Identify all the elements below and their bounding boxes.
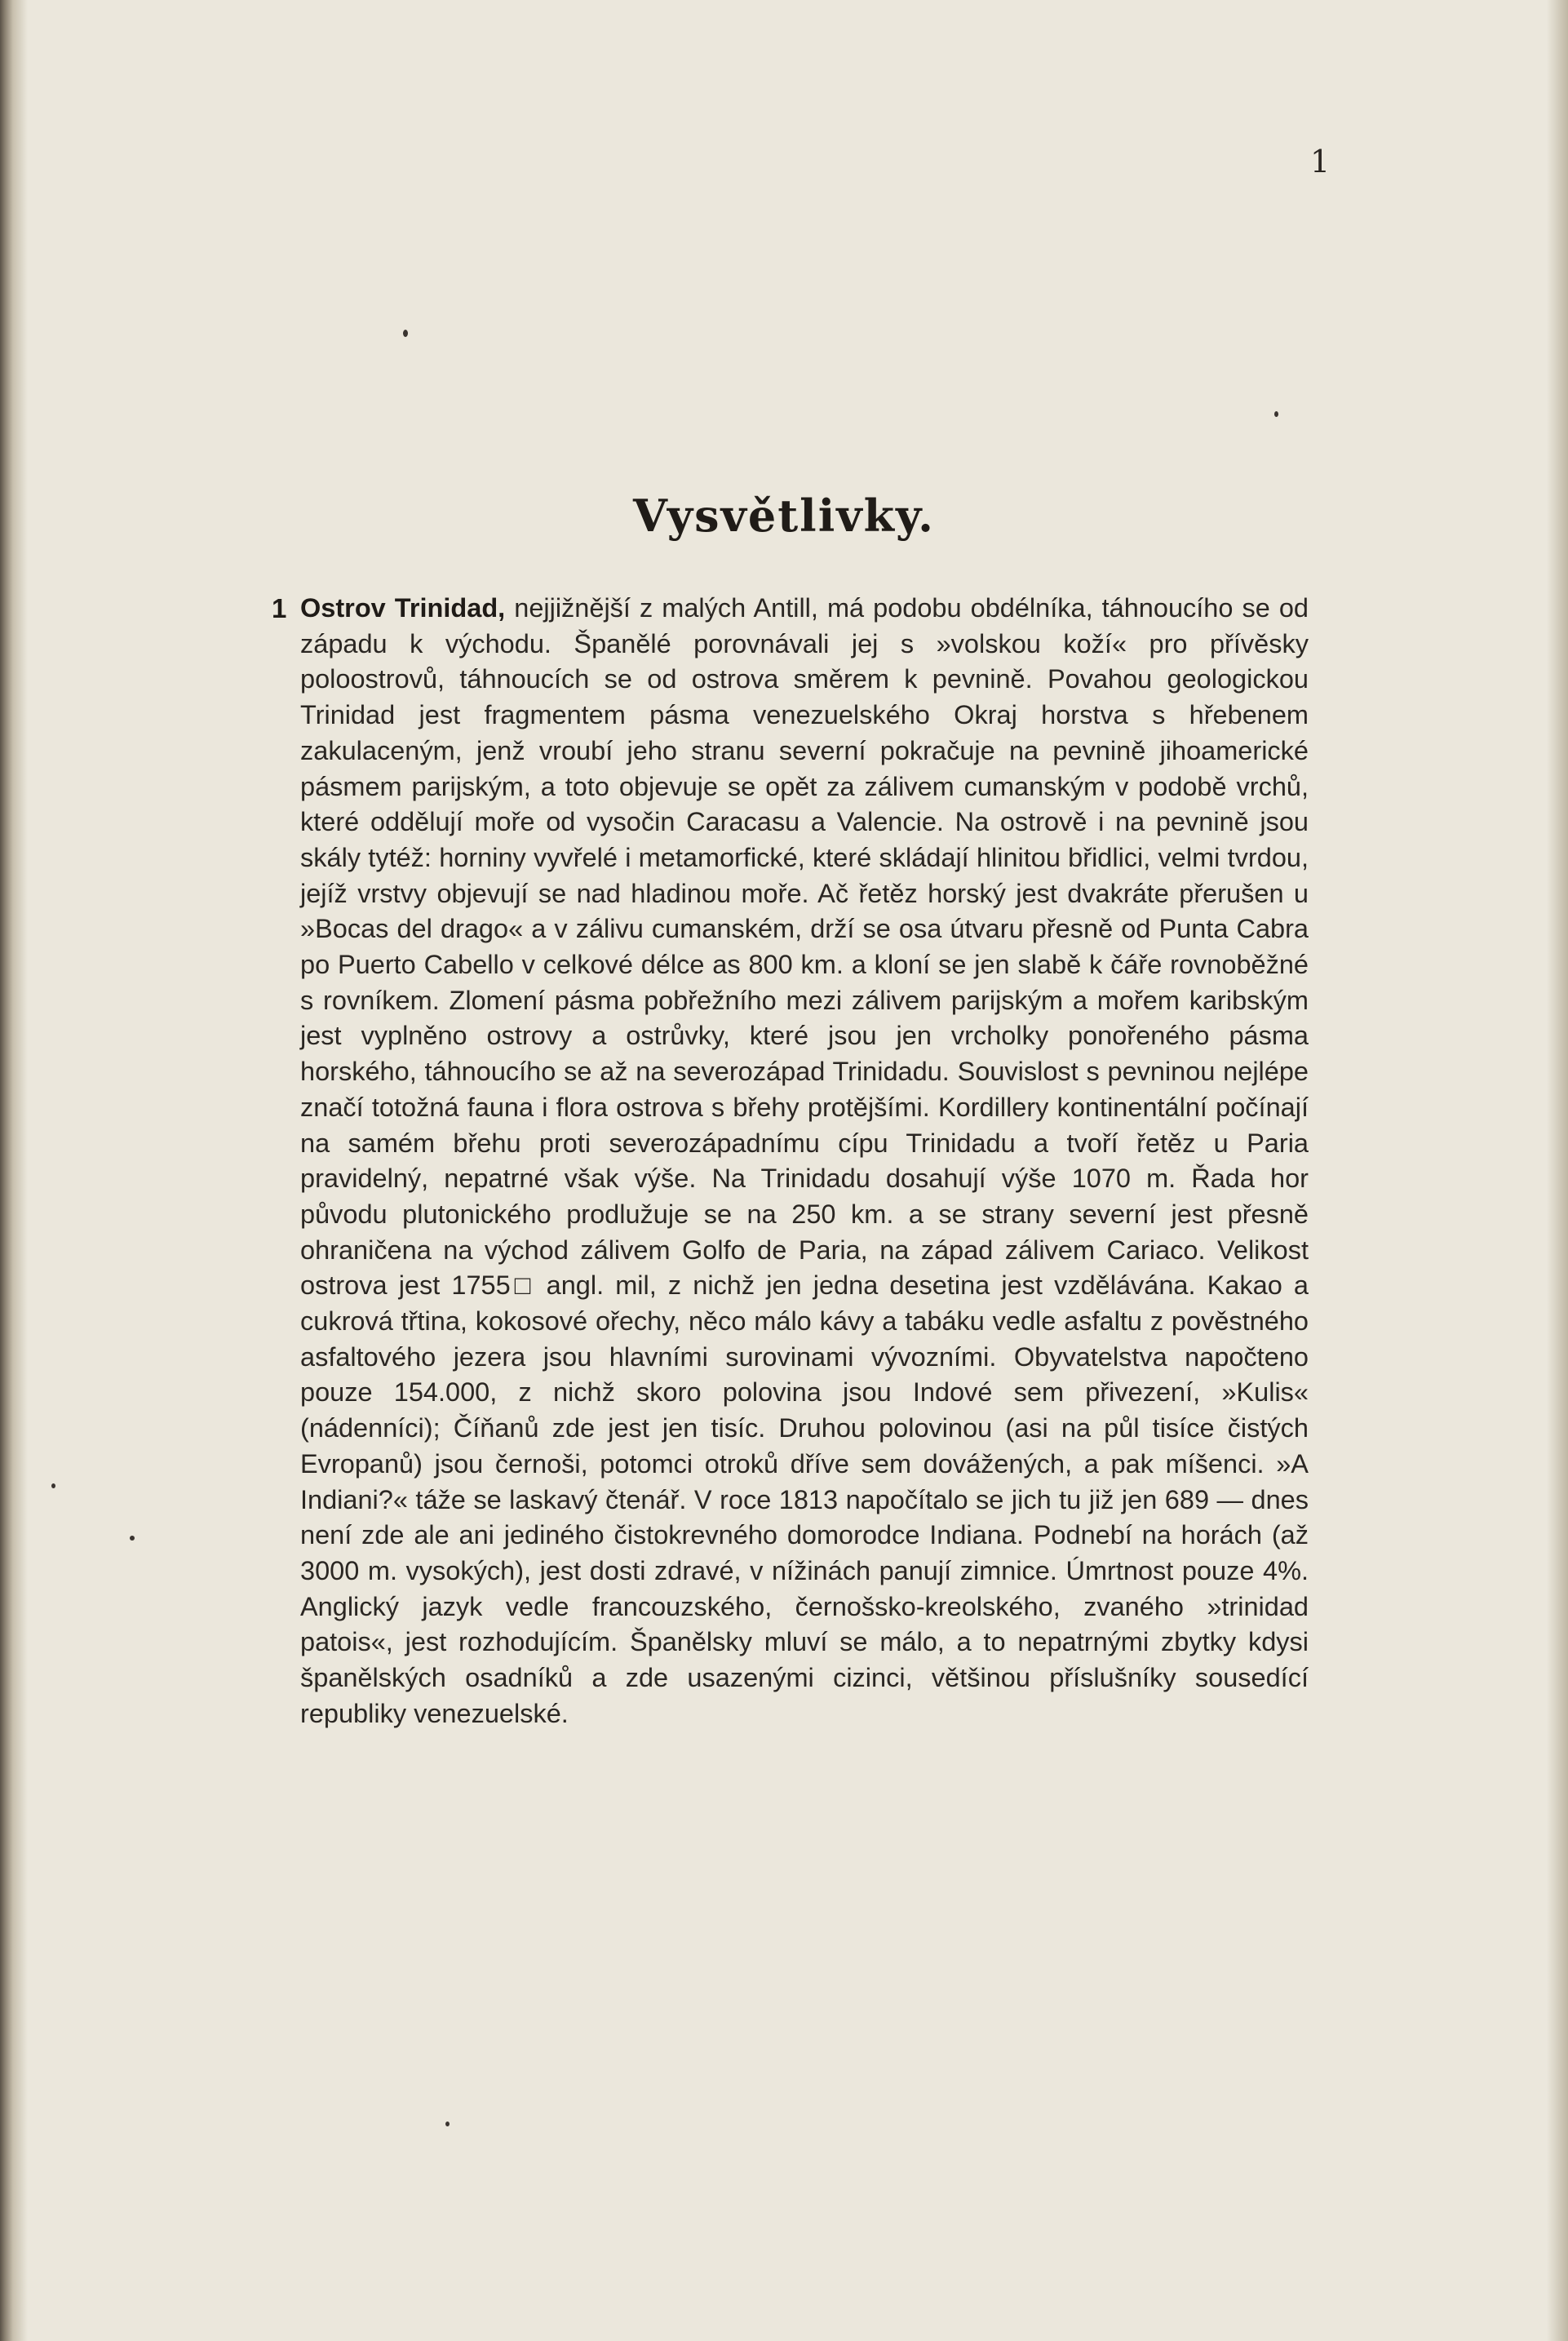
paper-speck-dot — [403, 330, 408, 337]
paper-speck-dot — [130, 1536, 135, 1541]
paper-speck-dot — [1274, 411, 1278, 417]
page-number: 1 — [1310, 144, 1331, 180]
note-number: 1 — [272, 593, 287, 623]
page-edge-shadow — [1547, 0, 1568, 2341]
note-text: nejjižnější z malých Antill, má podobu obdélníka, táhnoucího se od západu k východu. Španělé porovnávali jej s »volskou koží« pro přívěsky poloostrovů, táhnoucích se od ostrova směrem k pevnině. Povahou geologickou Trinidad jest fragmentem pásma venezuelského Okraj horstva s hřebenem zakulaceným, jenž vroubí jeho stranu severní pokračuje na pevnině jihoamerické pásmem parijským, a toto objevuje se opět za zálivem cumanským v podobě vrchů, které oddělují moře od vysočin Caracasu a Valencie. Na ostrově i na pevnině jsou skály tytéž: horniny vyvřelé i metamorfické, které skládají hlinitou břidlici, velmi tvrdou, jejíž vrstvy objevují se nad hladinou moře. Ač řetěz horský jest dvakráte přerušen u »Bocas del drago« a v zálivu cumanském, drží se osa útvaru přesně od Punta Cabra po Puerto Cabello v celkové délce as 800 km. a kloní se jen slabě k čáře rovnoběžné s rovníkem. Zlomení pásma pobřežního mezi zálivem parijským a mořem karibským jest vyplněno ostrovy a ostrůvky, které jsou jen vrcholky ponořeného pásma horského, táhnoucího se až na severozápad Trinidadu. Souvislost s pevninou nejlépe značí totožná fauna i flora ostrova s břehy protějšími. Kordillery kontinentální počínají na samém břehu proti severozápadnímu cípu Trinidadu a tvoří řetěz u Paria pravidelný, nepatrné však výše. Na Trinidadu dosahují výše 1070 m. Řada hor původu plutonického prodlužuje se na 250 km. a se strany severní jest přesně ohraničena na východ zálivem Golfo de Paria, na západ zálivem Cariaco. Velikost ostrova jest 1755□ angl. mil, z nichž jen jedna desetina jest vzdělávána. Kakao a cukrová třtina, kokosové ořechy, něco málo kávy a tabáku vedle asfaltu z pověstného asfaltového jezera jsou hlavními surovinami vývozními. Obyvatelstva napočteno pouze 154.000, z nichž skoro polovina jsou Indové sem přivezení, »Kulis« (nádenníci); Číňanů zde jest jen tisíc. Druhou polovinou (asi na půl tisíce čistých Evropanů) jsou černoši, potomci otroků dříve sem dovážených, a pak míšenci. »A Indiani?« táže se laskavý čtenář. V roce 1813 napočítalo se jich tu již jen 689 — dnes není zde ale ani jediného čistokrevného domorodce Indiana. Podnebí na horách (až 3000 m. vysokých), jest dosti zdravé, v nížinách panují zimnice. Úmrtnost pouze 4%. Anglický jazyk vedle francouzského, černošsko-kreolského, zvaného »trinidad patois«, jest rozhodujícím. Španělsky mluví se málo, a to nepatrnými zbytky kdysi španělských osadníků a zde usazenými cizinci, většinou příslušníky sousedící republiky venezuelské. — [300, 593, 1309, 1728]
note-body — [300, 591, 1309, 1732]
paper-speck-dot — [51, 1483, 55, 1488]
binding-gutter-shadow — [0, 0, 28, 2341]
page-title: Vysvětlivky. — [633, 490, 935, 542]
note-heading: Ostrov Trinidad, — [300, 593, 506, 623]
paper-speck-dot — [445, 2122, 450, 2126]
